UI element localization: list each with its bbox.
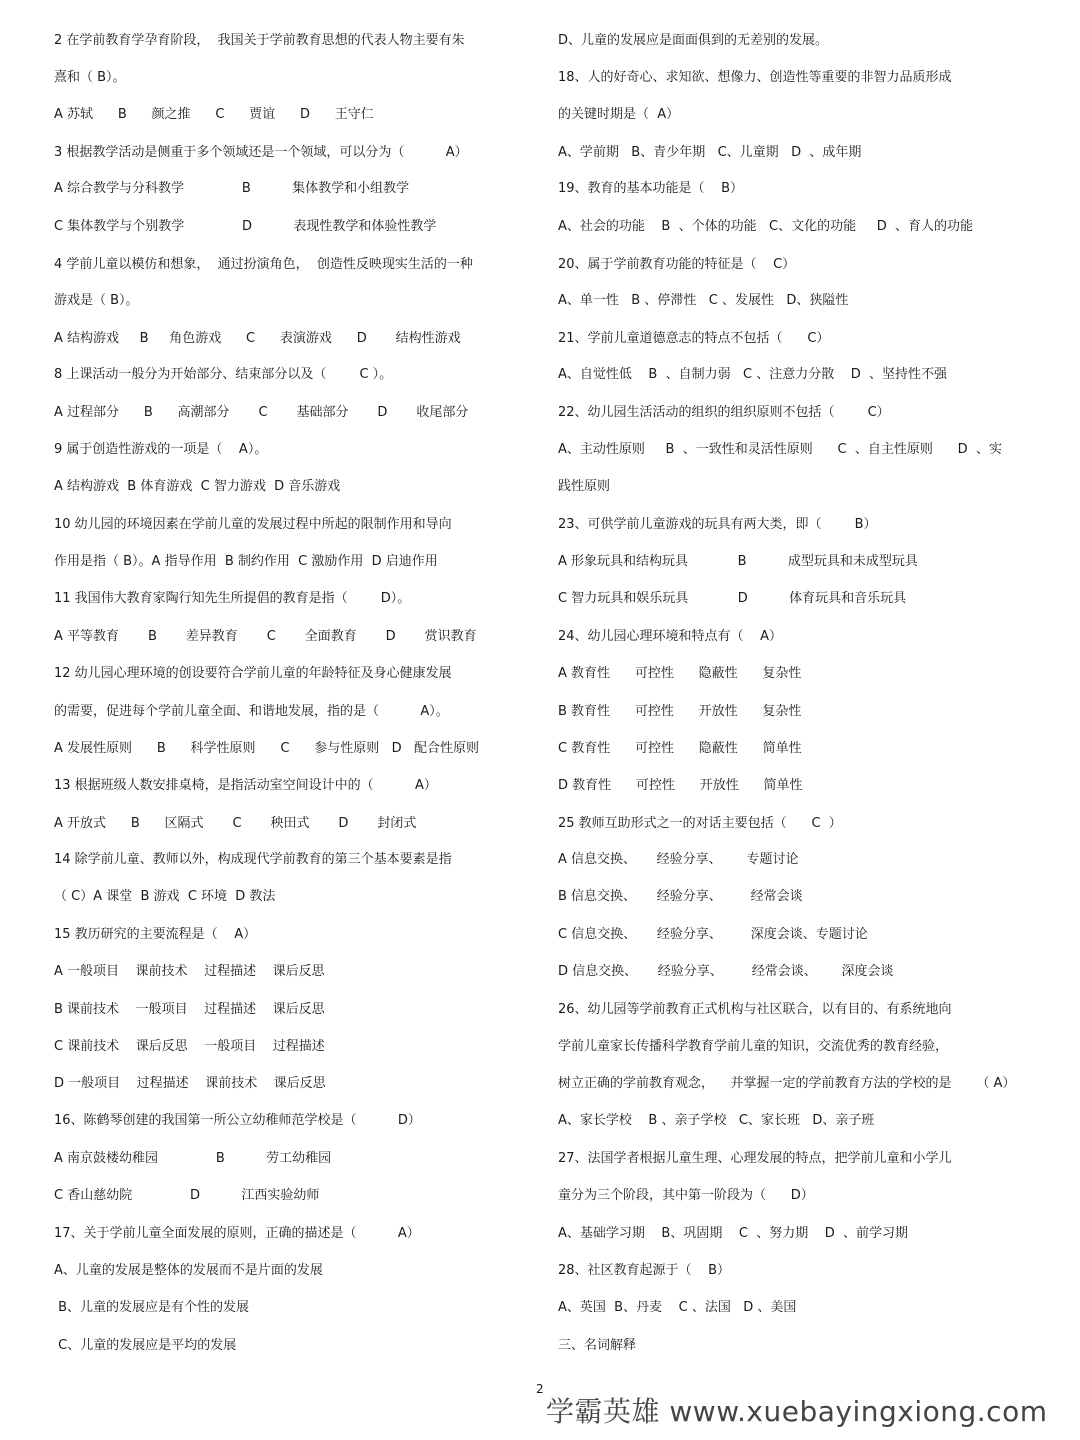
text-line: A 结构游戏 B 角色游戏 C 表演游戏 D 结构性游戏 [54,331,461,346]
text-line: 的需要，促进每个学前儿童全面、和谐地发展，指的是（ A）。 [54,704,449,719]
text-line: 23、可供学前儿童游戏的玩具有两大类，即（ B） [558,517,877,532]
text-line: A 形象玩具和结构玩具 B 成型玩具和未成型玩具 [558,554,918,569]
text-line: 13 根据班级人数安排桌椅，是指活动室空间设计中的（ A） [54,778,437,793]
text-line: 3 根据教学活动是侧重于多个领域还是一个领域，可以分为（ A） [54,145,468,160]
text-line: C 香山慈幼院 D 江西实验幼师 [54,1188,320,1203]
text-line: B 教育性 可控性 开放性 复杂性 [558,704,802,719]
text-line: A 信息交换、 经验分享、 专题讨论 [558,852,799,867]
text-line: 24、幼儿园心理环境和特点有（ A） [558,629,782,644]
text-line: C 教育性 可控性 隐蔽性 简单性 [558,741,802,756]
text-line: 2 在学前教育学孕育阶段， 我国关于学前教育思想的代表人物主要有朱 [54,33,465,48]
text-line: D 教育性 可控性 开放性 简单性 [558,778,803,793]
text-line: 熹和（ B）。 [54,70,126,85]
text-line: 15 教历研究的主要流程是（ A） [54,927,257,942]
text-line: 9 属于创造性游戏的一项是（ A）。 [54,442,268,457]
text-line: A 教育性 可控性 隐蔽性 复杂性 [558,666,802,681]
text-line: 作用是指（ B）。A 指导作用 B 制约作用 C 激励作用 D 启迪作用 [54,554,438,569]
text-line: A、基础学习期 B、巩固期 C 、努力期 D 、前学习期 [558,1226,909,1241]
text-line: C 信息交换、 经验分享、 深度会谈、专题讨论 [558,927,868,942]
text-line: 4 学前儿童以模仿和想象， 通过扮演角色， 创造性反映现实生活的一种 [54,257,473,272]
text-line: 树立正确的学前教育观念， 并掌握一定的学前教育方法的学校的是 （ A） [558,1076,1016,1091]
text-line: A、儿童的发展是整体的发展而不是片面的发展 [54,1263,323,1278]
text-line: 11 我国伟大教育家陶行知先生所提倡的教育是指（ D）。 [54,591,411,606]
text-line: A 结构游戏 B 体育游戏 C 智力游戏 D 音乐游戏 [54,479,341,494]
text-line: A、学前期 B、青少年期 C、儿童期 D 、成年期 [558,145,862,160]
text-line: A 平等教育 B 差异教育 C 全面教育 D 赏识教育 [54,629,477,644]
text-line: A、自觉性低 B 、自制力弱 C 、注意力分散 D 、坚持性不强 [558,367,948,382]
text-line: 的关键时期是（ A） [558,107,680,122]
text-line: 28、社区教育起源于（ B） [558,1263,730,1278]
text-line: 22、幼儿园生活活动的组织的组织原则不包括（ C） [558,405,890,420]
text-line: 10 幼儿园的环境因素在学前儿童的发展过程中所起的限制作用和导向 [54,517,452,532]
page-number: 2 [536,1382,544,1396]
text-line: A 苏轼 B 颜之推 C 贾谊 D 王守仁 [54,107,374,122]
text-line: C 课前技术 课后反思 一般项目 过程描述 [54,1039,325,1054]
text-line: 游戏是（ B）。 [54,293,139,308]
text-line: B 课前技术 一般项目 过程描述 课后反思 [54,1002,325,1017]
text-line: 27、法国学者根据儿童生理、心理发展的特点，把学前儿童和小学儿 [558,1151,952,1166]
text-line: 21、学前儿童道德意志的特点不包括（ C） [558,331,830,346]
text-line: B、儿童的发展应是有个性的发展 [54,1300,250,1315]
text-line: A、社会的功能 B 、个体的功能 C、文化的功能 D 、育人的功能 [558,219,974,234]
text-line: 三、名词解释 [558,1338,637,1353]
text-line: （ C）A 课堂 B 游戏 C 环境 D 教法 [54,889,276,904]
text-line: D 信息交换、 经验分享、 经常会谈、 深度会谈 [558,964,894,979]
text-line: 18、人的好奇心、求知欲、想像力、创造性等重要的非智力品质形成 [558,70,952,85]
text-line: A 发展性原则 B 科学性原则 C 参与性原则 D 配合性原则 [54,741,480,756]
text-line: D、儿童的发展应是面面俱到的无差别的发展。 [558,33,829,48]
text-line: A、英国 B、丹麦 C 、法国 D 、美国 [558,1300,797,1315]
text-line: A 一般项目 课前技术 过程描述 课后反思 [54,964,325,979]
text-line: 践性原则 [558,479,611,494]
text-line: C、儿童的发展应是平均的发展 [54,1338,237,1353]
text-line: A 南京鼓楼幼稚园 B 劳工幼稚园 [54,1151,332,1166]
text-line: 20、属于学前教育功能的特征是（ C） [558,257,796,272]
text-line: A、单一性 B 、停滞性 C 、发展性 D、狭隘性 [558,293,849,308]
text-line: 14 除学前儿童、教师以外，构成现代学前教育的第三个基本要素是指 [54,852,452,867]
text-line: 25 教师互助形式之一的对话主要包括（ C ） [558,816,842,831]
text-line: B 信息交换、 经验分享、 经常会谈 [558,889,803,904]
text-line: 学前儿童家长传播科学教育学前儿童的知识，交流优秀的教育经验， [558,1039,949,1054]
text-line: 12 幼儿园心理环境的创设要符合学前儿童的年龄特征及身心健康发展 [54,666,452,681]
watermark: 学霸英雄 www.xuebayingxiong.com [546,1395,1048,1428]
text-line: D 一般项目 过程描述 课前技术 课后反思 [54,1076,326,1091]
text-line: A 过程部分 B 高潮部分 C 基础部分 D 收尾部分 [54,405,469,420]
text-line: 童分为三个阶段，其中第一阶段为（ D） [558,1188,814,1203]
text-line: 26、幼儿园等学前教育正式机构与社区联合，以有目的、有系统地向 [558,1002,952,1017]
text-line: 16、陈鹤琴创建的我国第一所公立幼稚师范学校是（ D） [54,1113,421,1128]
text-line: 19、教育的基本功能是（ B） [558,181,743,196]
text-line: A、家长学校 B 、亲子学校 C、家长班 D、亲子班 [558,1113,875,1128]
text-line: A 开放式 B 区隔式 C 秧田式 D 封闭式 [54,816,417,831]
text-line: C 集体教学与个别教学 D 表现性教学和体验性教学 [54,219,437,234]
text-line: A、主动性原则 B 、一致性和灵活性原则 C 、自主性原则 D 、实 [558,442,1002,457]
text-line: A 综合教学与分科教学 B 集体教学和小组教学 [54,181,410,196]
text-line: 8 上课活动一般分为开始部分、结束部分以及（ C ）。 [54,367,393,382]
text-line: 17、关于学前儿童全面发展的原则，正确的描述是（ A） [54,1226,420,1241]
text-line: C 智力玩具和娱乐玩具 D 体育玩具和音乐玩具 [558,591,907,606]
